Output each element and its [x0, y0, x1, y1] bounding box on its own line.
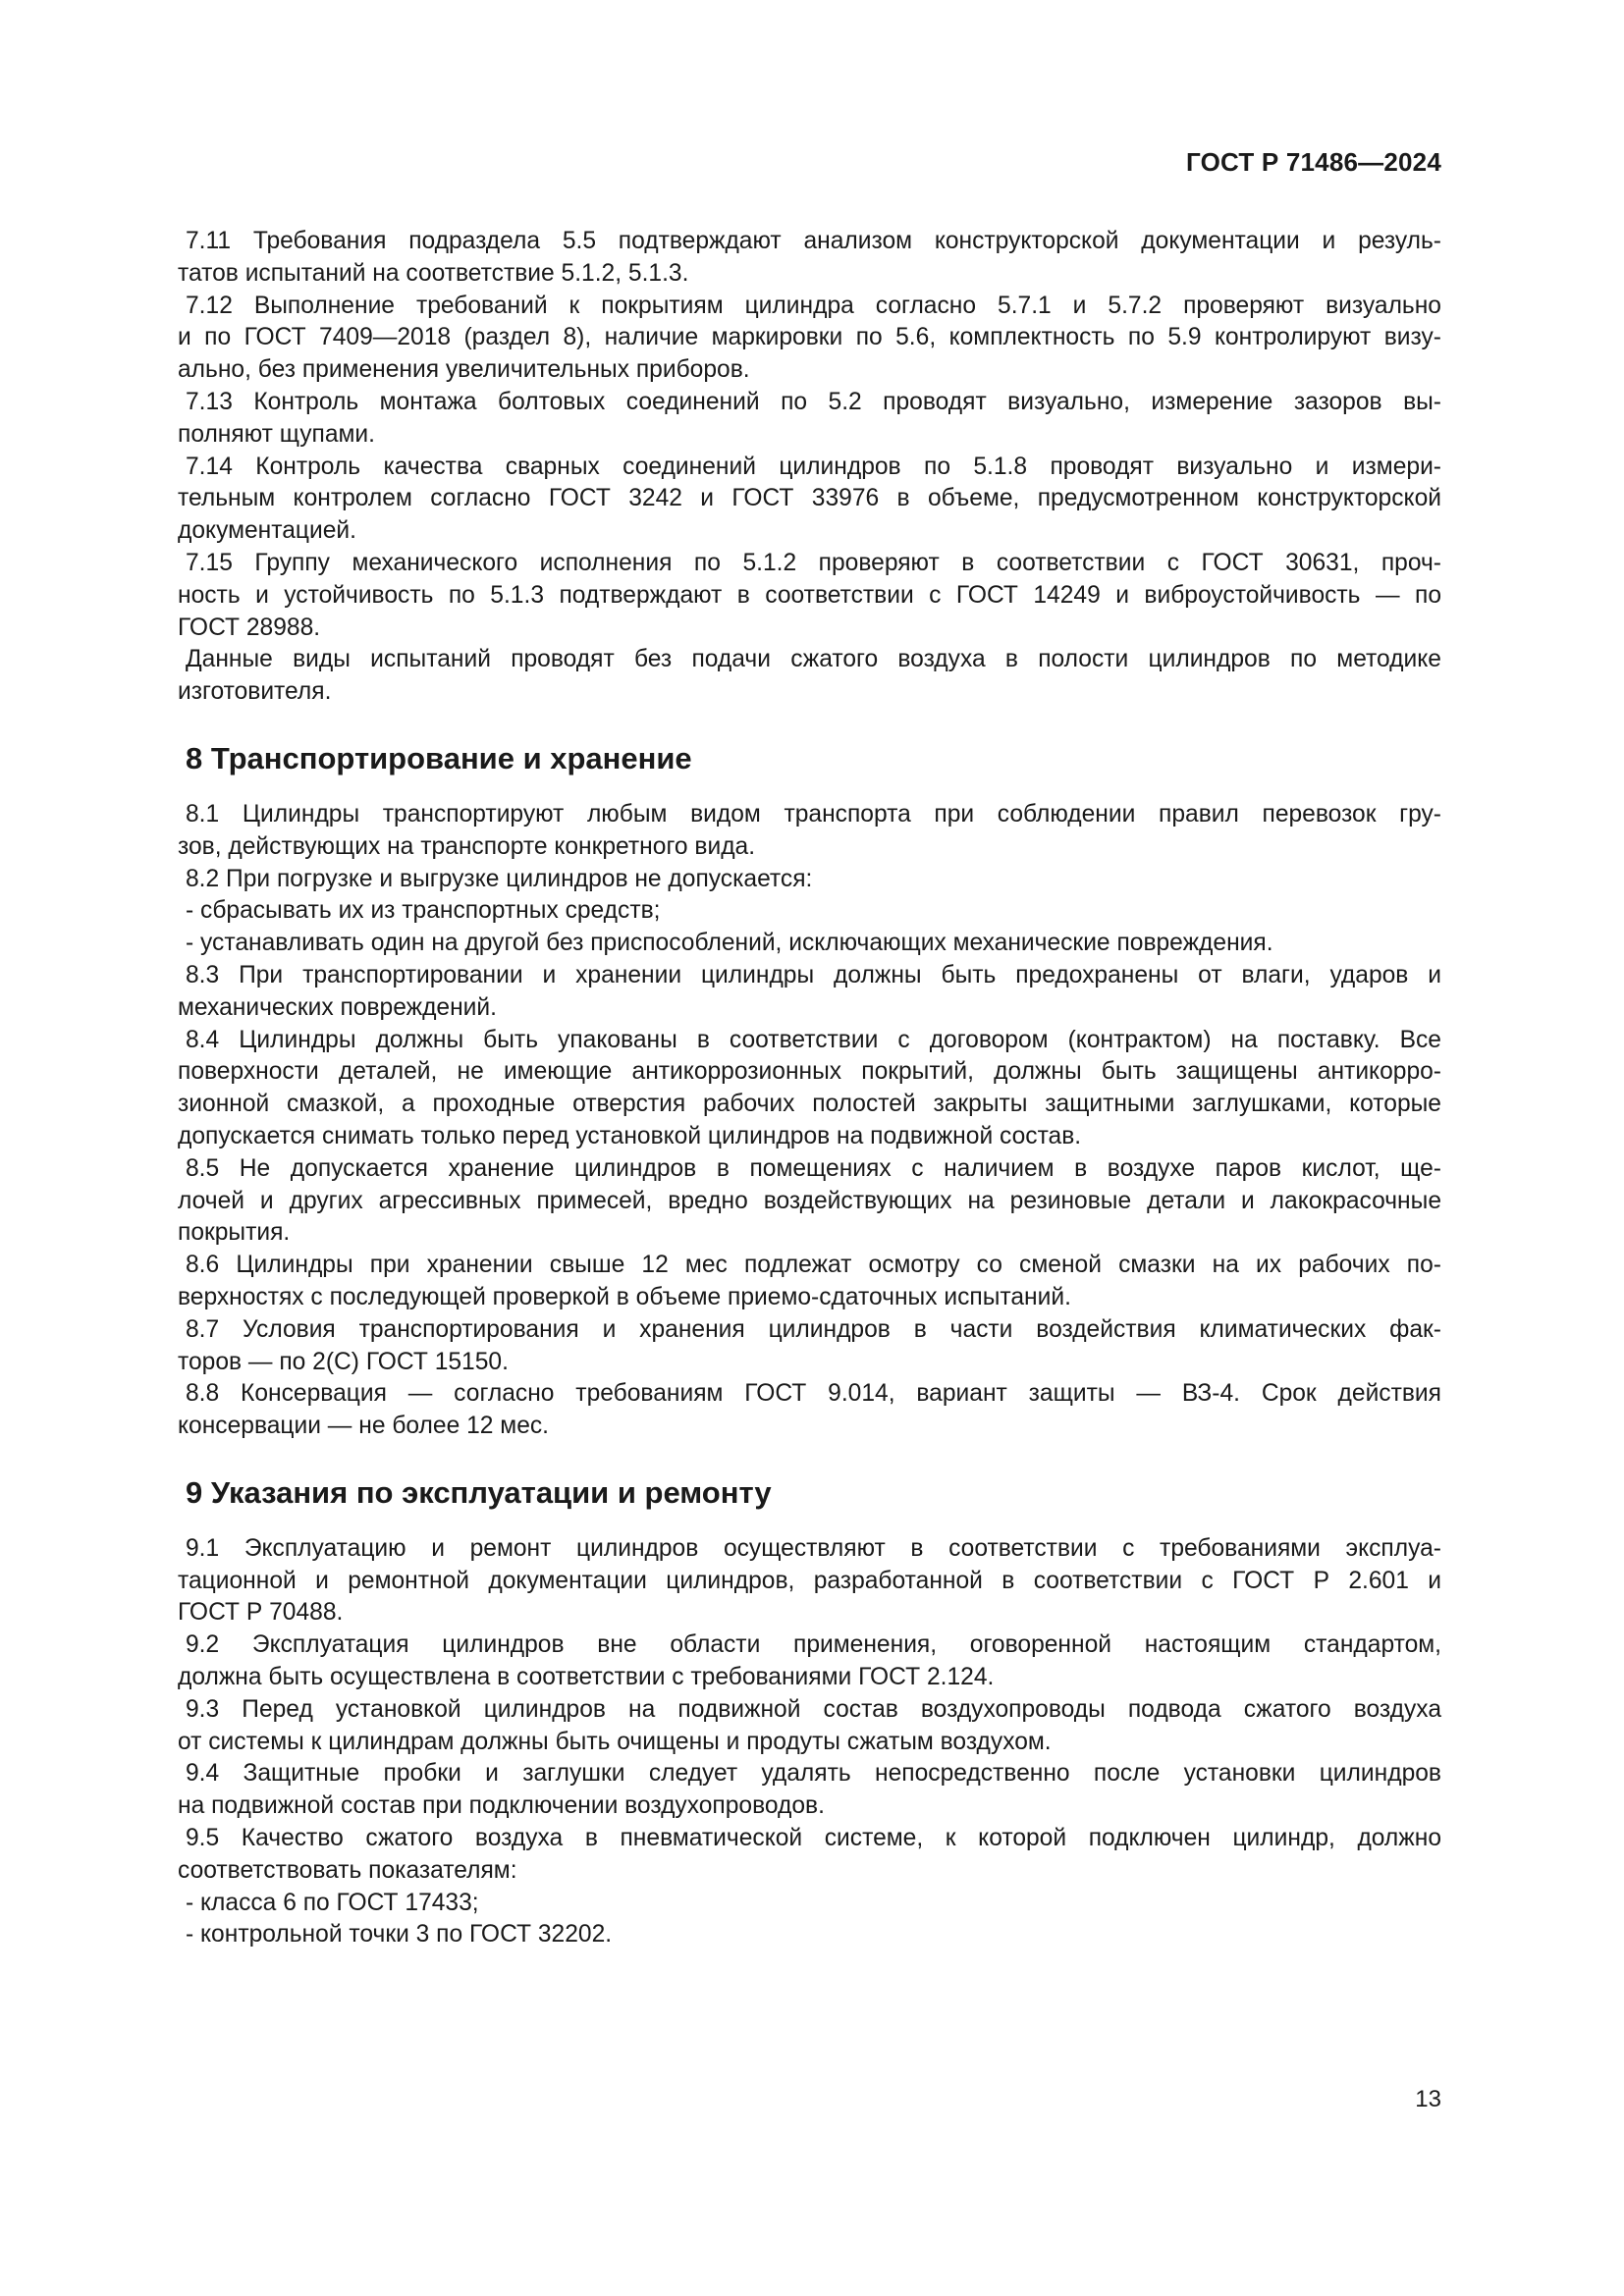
text-line: 8.1 Цилиндры транспортируют любым видом транспорта при соблюдении правил перевозок гру- — [186, 800, 1441, 828]
text-line: 7.14 Контроль качества сварных соединений цилиндров по 5.1.8 проводят визуально и измери- — [186, 453, 1441, 480]
paragraph-9-2 — [178, 1629, 1441, 1694]
text-line: механических повреждений. — [178, 993, 497, 1021]
text-line: поверхности деталей, не имеющие антикоррозионных покрытий, должны быть защищены антикорро- — [178, 1058, 1441, 1086]
text-line: допускается снимать только перед установкой цилиндров на подвижной состав. — [178, 1122, 1082, 1149]
paragraph-9-5 — [178, 1823, 1441, 1951]
text-line: ность и устойчивость по 5.1.3 подтверждают в соответствии с ГОСТ 14249 и виброустойчивость — по — [178, 581, 1441, 609]
text-line: 7.13 Контроль монтажа болтовых соединений по 5.2 проводят визуально, измерение зазоров вы- — [186, 388, 1441, 415]
text-line: должна быть осуществлена в соответствии с требованиями ГОСТ 2.124. — [178, 1664, 995, 1691]
list-item: - контрольной точки 3 по ГОСТ 32202. — [186, 1921, 613, 1949]
text-line: 8.3 При транспортировании и хранении цилиндры должны быть предохранены от влаги, ударов и — [186, 961, 1441, 988]
text-line: тационной и ремонтной документации цилиндров, разработанной в соответствии с ГОСТ Р 2.601 и — [178, 1567, 1441, 1594]
paragraph-8-4 — [178, 1025, 1441, 1153]
text-line: 8.4 Цилиндры должны быть упакованы в соответствии с договором (контрактом) на поставку. Все — [186, 1026, 1441, 1053]
paragraph-7-14 — [178, 452, 1441, 548]
text-line: 8.6 Цилиндры при хранении свыше 12 мес подлежат осмотру со сменой смазки на их рабочих по- — [186, 1252, 1441, 1279]
text-line: тельным контролем согласно ГОСТ 3242 и ГОСТ 33976 в объеме, предусмотренном конструкторской — [178, 485, 1441, 512]
text-line: 9.4 Защитные пробки и заглушки следует удалять непосредственно после установки цилиндров — [186, 1760, 1441, 1788]
text-line: 8.5 Не допускается хранение цилиндров в помещениях с наличием в воздухе паров кислот, ще- — [186, 1154, 1441, 1182]
text-line: 7.11 Требования подраздела 5.5 подтверждают анализом конструкторской документации и резуль- — [186, 228, 1441, 254]
paragraph-9-4 — [178, 1758, 1441, 1823]
section-heading-9: 9 Указания по эксплуатации и ремонту — [186, 1474, 772, 1510]
list-item: - сбрасывать их из транспортных средств; — [186, 897, 661, 925]
paragraph-8-7 — [178, 1314, 1441, 1379]
paragraph-9-1 — [178, 1533, 1441, 1629]
text-line: на подвижной состав при подключении воздухопроводов. — [178, 1792, 825, 1820]
text-line: 7.15 Группу механического исполнения по 5.1.2 проверяют в соответствии с ГОСТ 30631, проч- — [186, 549, 1441, 576]
paragraph-9-3 — [178, 1694, 1441, 1759]
document-body — [178, 226, 1441, 1951]
list-item: - устанавливать один на другой без приспособлений, исключающих механические повреждения. — [186, 930, 1273, 957]
paragraph-8-1 — [178, 799, 1441, 864]
text-line: консервации — не более 12 мес. — [178, 1413, 549, 1440]
paragraph-8-8 — [178, 1378, 1441, 1443]
page-number: 13 — [1415, 2086, 1441, 2112]
text-line: и по ГОСТ 7409—2018 (раздел 8), наличие маркировки по 5.6, комплектность по 5.9 контролируют визу- — [178, 324, 1441, 351]
text-line: 7.12 Выполнение требований к покрытиям цилиндра согласно 5.7.1 и 5.7.2 проверяют визуально — [186, 292, 1441, 319]
text-line: зионной смазкой, а проходные отверстия рабочих полостей закрыты защитными заглушками, которые — [178, 1091, 1441, 1118]
text-line: лочей и других агрессивных примесей, вредно воздействующих на резиновые детали и лакокрасочные — [178, 1187, 1441, 1214]
paragraph-8-5 — [178, 1153, 1441, 1250]
text-line: 8.8 Консервация — согласно требованиям ГОСТ 9.014, вариант защиты — ВЗ-4. Срок действия — [186, 1380, 1441, 1408]
text-line: документацией. — [178, 517, 356, 545]
text-line: ГОСТ Р 70488. — [178, 1599, 344, 1627]
text-line: 9.3 Перед установкой цилиндров на подвижной состав воздухопроводы подвода сжатого воздуха — [186, 1695, 1441, 1723]
text-line: покрытия. — [178, 1219, 291, 1247]
text-line: Данные виды испытаний проводят без подачи сжатого воздуха в полости цилиндров по методике — [186, 646, 1441, 673]
document-number-header: ГОСТ Р 71486—2024 — [1186, 147, 1441, 177]
text-line: соответствовать показателям: — [178, 1856, 517, 1884]
list-item: - класса 6 по ГОСТ 17433; — [186, 1889, 479, 1916]
paragraph-7-13 — [178, 387, 1441, 452]
text-line: верхностях с последующей проверкой в объеме приемо-сдаточных испытаний. — [178, 1283, 1071, 1310]
paragraph-8-2 — [178, 864, 1441, 960]
paragraph-8-6 — [178, 1250, 1441, 1314]
text-line: полняют щупами. — [178, 420, 375, 448]
text-line: ГОСТ 28988. — [178, 614, 321, 641]
text-line: изготовителя. — [178, 678, 332, 706]
text-line: 8.2 При погрузке и выгрузке цилиндров не допускается: — [186, 865, 813, 892]
text-line: 9.5 Качество сжатого воздуха в пневматической системе, к которой подключен цилиндр, должно — [186, 1825, 1441, 1852]
paragraph-test-note — [178, 644, 1441, 709]
paragraph-7-12 — [178, 291, 1441, 387]
text-line: татов испытаний на соответствие 5.1.2, 5.1.3. — [178, 259, 689, 287]
text-line: 9.2 Эксплуатация цилиндров вне области применения, оговоренной настоящим стандартом, — [186, 1631, 1441, 1659]
text-line: ально, без применения увеличительных приборов. — [178, 356, 750, 384]
paragraph-7-15 — [178, 548, 1441, 644]
text-line: зов, действующих на транспорте конкретного вида. — [178, 832, 756, 860]
text-line: от системы к цилиндрам должны быть очищены и продуты сжатым воздухом. — [178, 1728, 1052, 1755]
paragraph-8-3 — [178, 960, 1441, 1025]
section-heading-8: 8 Транспортирование и хранение — [186, 740, 692, 775]
text-line: 9.1 Эксплуатацию и ремонт цилиндров осуществляют в соответствии с требованиями эксплуа- — [186, 1534, 1441, 1562]
paragraph-7-11 — [178, 226, 1441, 291]
text-line: торов — по 2(С) ГОСТ 15150. — [178, 1348, 509, 1375]
text-line: 8.7 Условия транспортирования и хранения цилиндров в части воздействия климатических фак- — [186, 1315, 1441, 1343]
